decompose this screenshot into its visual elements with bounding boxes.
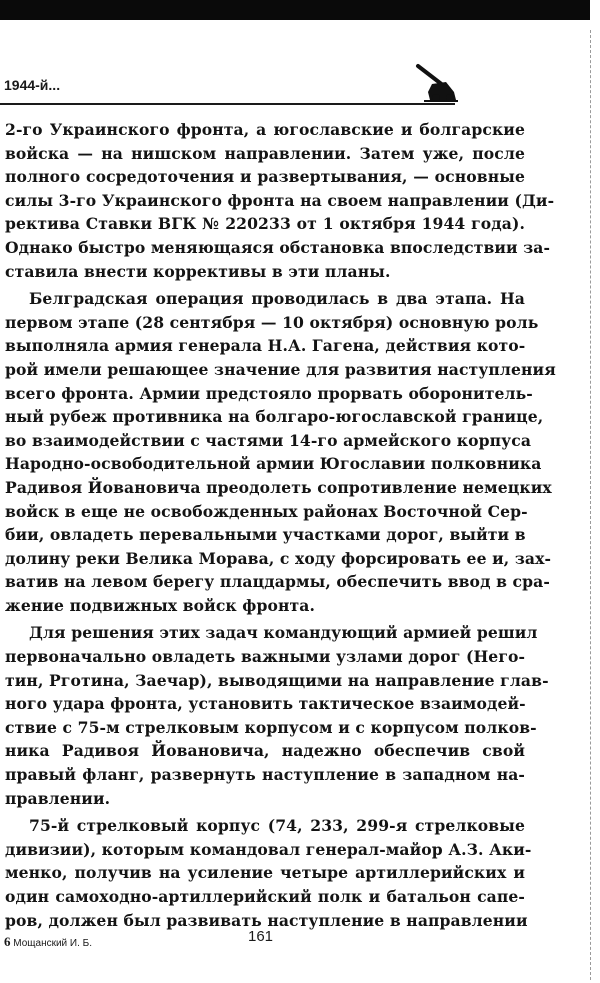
text-line: долину реки Велика Морава, с ходу форсировать ее и, зах- bbox=[5, 548, 552, 568]
text-line: войск в еще не освобожденных районах Восточной Сер- bbox=[5, 501, 528, 521]
text-line: Радивоя Йовановича преодолеть сопротивление немецких bbox=[5, 477, 552, 497]
text-line: полного сосредоточения и развертывания, — основные bbox=[5, 167, 525, 187]
text-line: один самоходно-артиллерийский полк и батальон сапе- bbox=[5, 887, 525, 906]
text-line: 75-й стрелковый корпус (74, 233, 299-я стрелковые bbox=[29, 816, 525, 836]
text-line: ректива Ставки ВГК № 220233 от 1 октября 1944 года). bbox=[5, 214, 525, 234]
text-line: ров, должен был развивать наступление в направлении bbox=[5, 910, 528, 930]
paragraph bbox=[5, 814, 532, 932]
text-line: Для решения этих задач командующий армией решил bbox=[29, 623, 538, 643]
text-line: ставила внести коррективы в эти планы. bbox=[5, 261, 391, 281]
cannon-icon bbox=[410, 60, 460, 104]
text-line: ствие с 75-м стрелковым корпусом и с корпусом полков- bbox=[5, 717, 537, 737]
page-number: 161 bbox=[248, 928, 274, 945]
text-line: дивизии), которым командовал генерал-майор А.З. Аки- bbox=[5, 839, 532, 859]
paragraph bbox=[5, 118, 555, 283]
text-line: 2-го Украинского фронта, а югославские и болгарские bbox=[5, 120, 525, 139]
signature-number: 6 bbox=[4, 934, 11, 949]
paragraph bbox=[5, 287, 556, 617]
footer-signature bbox=[4, 934, 92, 950]
text-line: рой имели решающее значение для развития наступления bbox=[5, 359, 556, 379]
paragraph bbox=[5, 621, 549, 810]
page-edge-line bbox=[590, 30, 591, 980]
text-line: жение подвижных войск фронта. bbox=[5, 595, 315, 615]
text-line: Народно-освободительной армии Югославии полковника bbox=[5, 454, 542, 474]
text-line: ватив на левом берегу плацдармы, обеспечить ввод в сра- bbox=[5, 572, 550, 592]
text-line: правлении. bbox=[5, 788, 111, 808]
body-text bbox=[5, 118, 556, 932]
text-line: ного удара фронта, установить тактическое взаимодей- bbox=[5, 694, 526, 714]
text-line: менко, получив на усиление четыре артиллерийских и bbox=[5, 863, 525, 883]
text-line: ный рубеж противника на болгаро-югославской границе, bbox=[5, 407, 544, 427]
header-rule bbox=[0, 103, 455, 105]
signature-author: Мощанский И. Б. bbox=[13, 938, 93, 949]
text-line: бии, овладеть перевальными участками дорог, выйти в bbox=[5, 525, 526, 545]
text-line: выполняла армия генерала Н.А. Гагена, действия кото- bbox=[5, 336, 526, 356]
text-line: Белградская операция проводилась в два этапа. На bbox=[29, 289, 525, 309]
text-line: Однако быстро меняющаяся обстановка впоследствии за- bbox=[5, 237, 551, 257]
text-line: правый фланг, развернуть наступление в западном на- bbox=[5, 765, 525, 785]
text-line: всего фронта. Армии предстояло прорвать оборонитель- bbox=[5, 383, 533, 403]
text-line: ника Радивоя Йовановича, надежно обеспечив свой bbox=[5, 741, 525, 761]
text-line: войска — на нишском направлении. Затем уже, после bbox=[5, 143, 525, 163]
text-line: первом этапе (28 сентября — 10 октября) основную роль bbox=[5, 312, 539, 332]
top-scan-bar bbox=[0, 0, 590, 20]
text-line: первоначально овладеть важными узлами дорог (Него- bbox=[5, 647, 526, 667]
text-line: силы 3-го Украинского фронта на своем направлении (Ди- bbox=[5, 190, 555, 210]
text-line: тин, Рготина, Заечар), выводящими на направление глав- bbox=[5, 670, 549, 690]
text-line: во взаимодействии с частями 14-го армейского корпуса bbox=[5, 430, 532, 450]
running-title: 1944-й... bbox=[4, 77, 61, 93]
